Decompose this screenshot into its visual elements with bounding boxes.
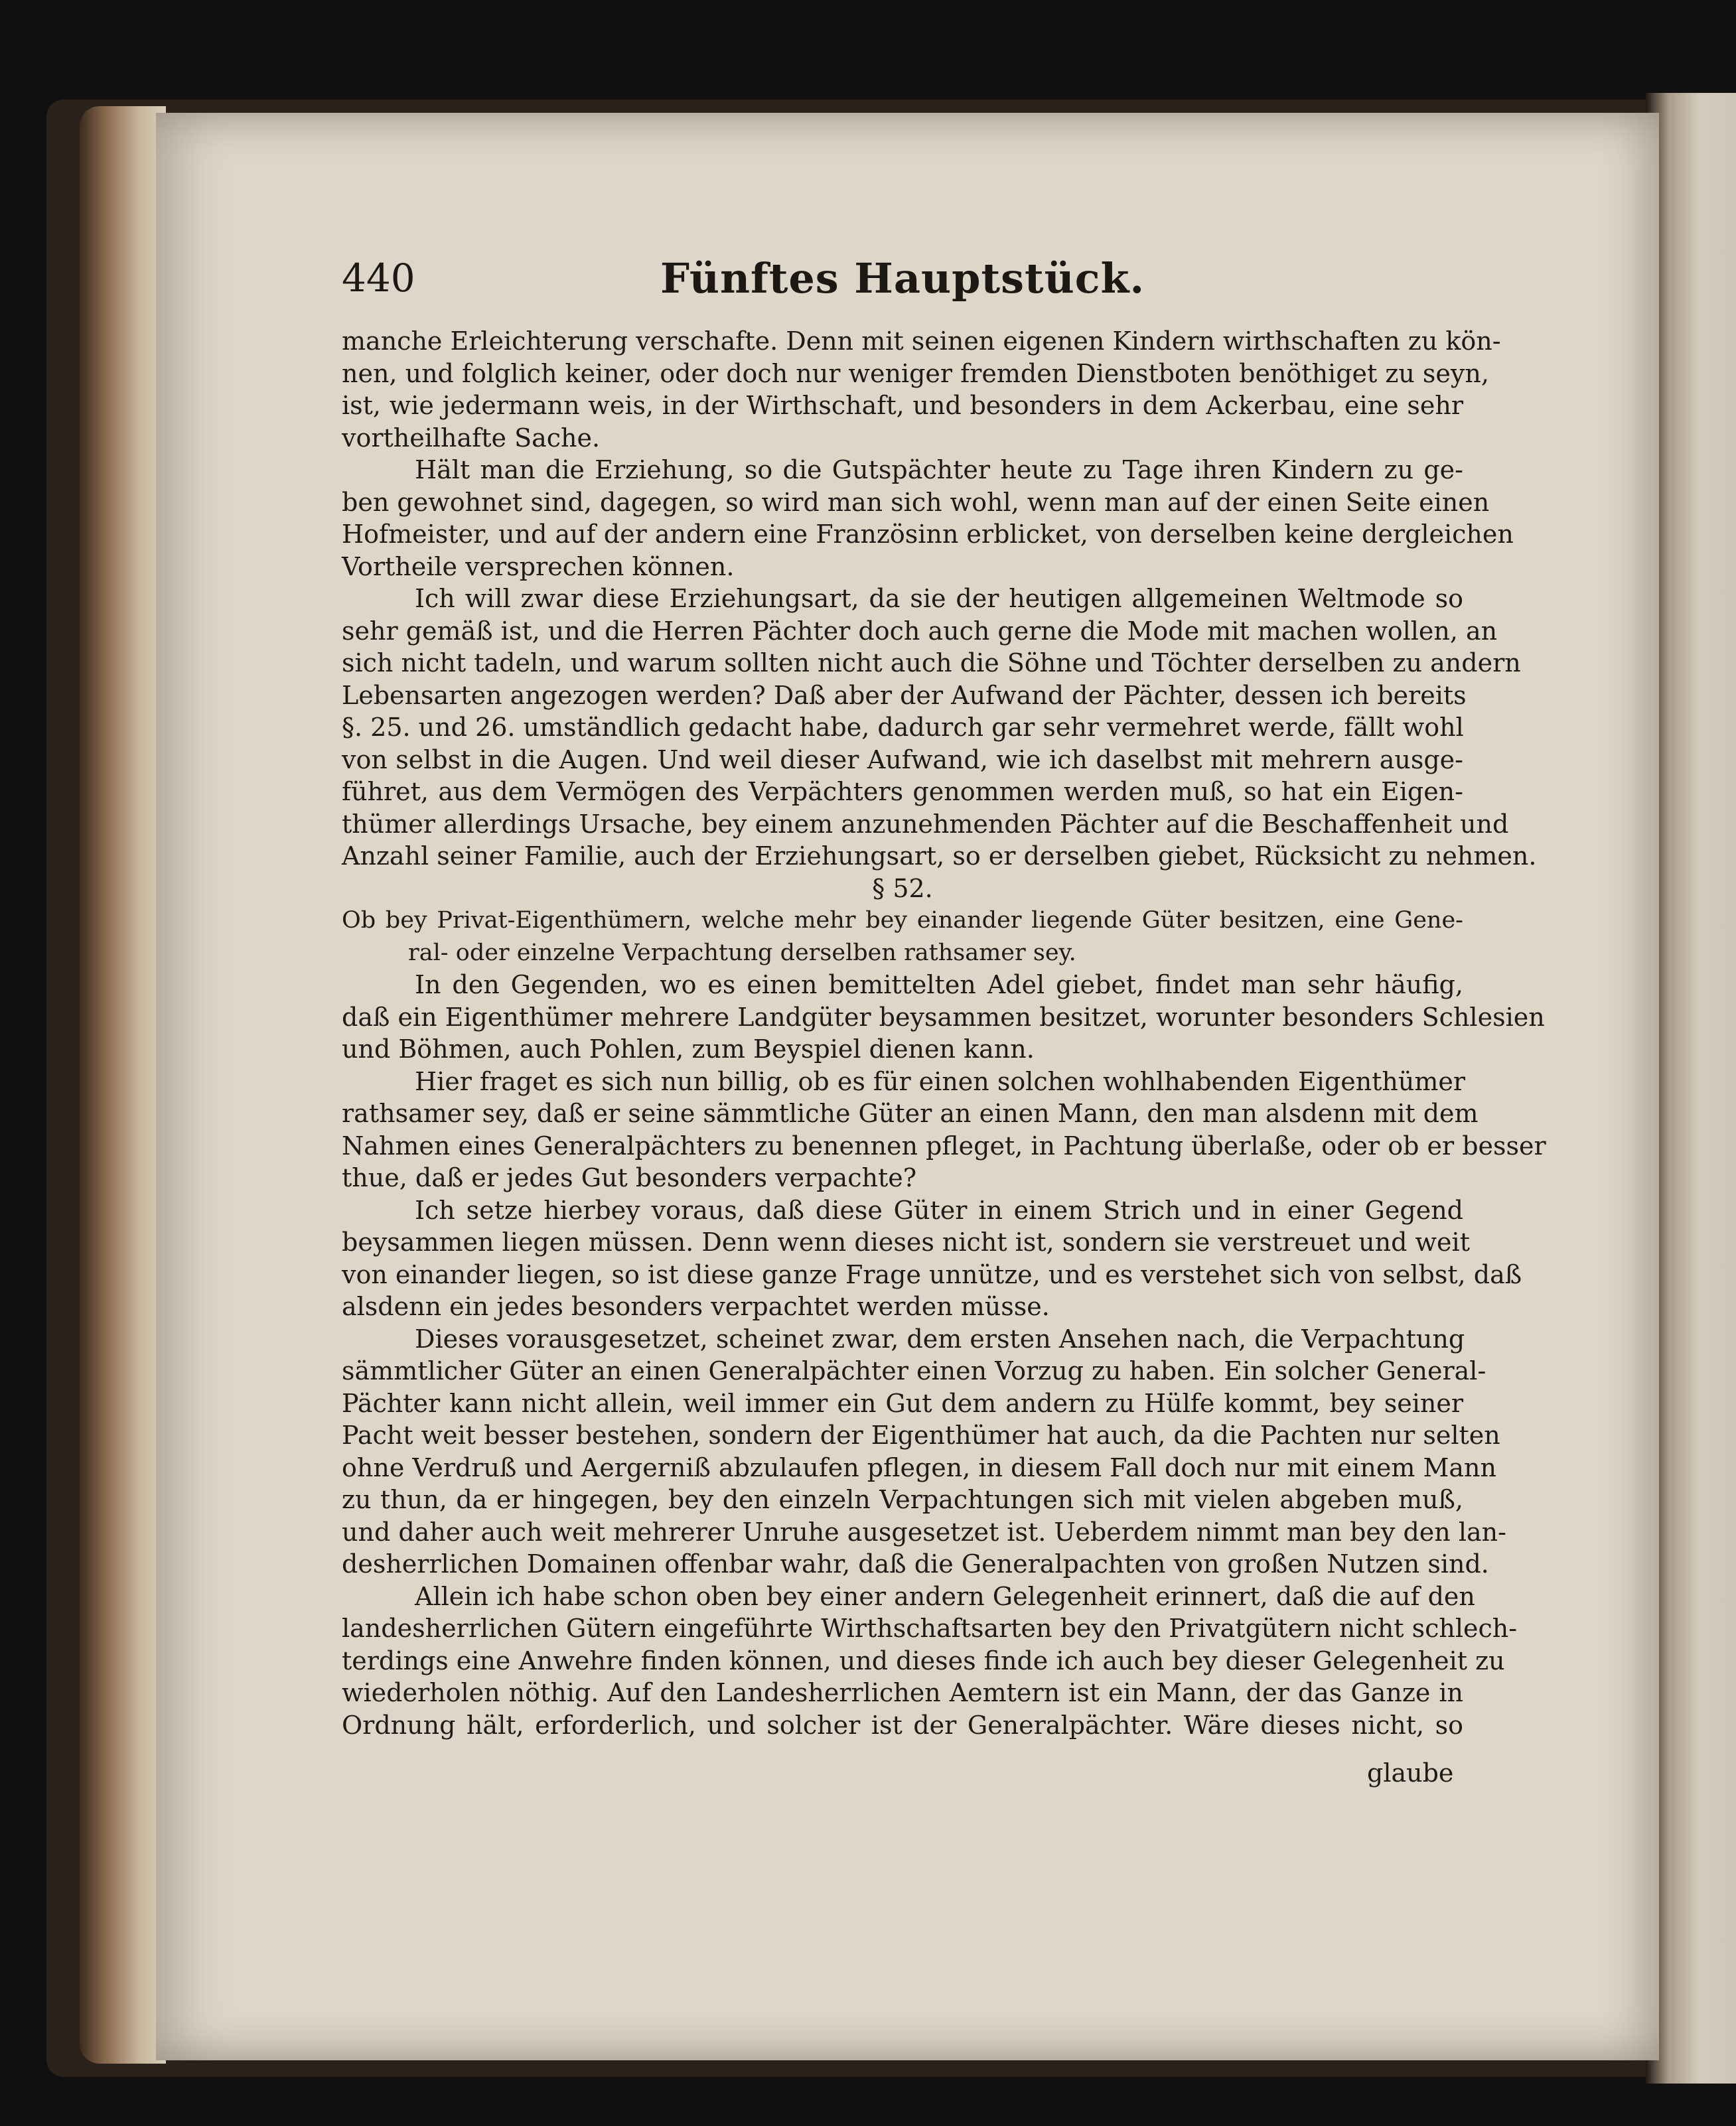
text-line: Hier fraget es sich nun billig, ob es für einen solchen wohlhabenden Eigenthümer bbox=[415, 1066, 1466, 1096]
text-line: thümer allerdings Ursache, bey einem anzunehmenden Pächter auf die Beschaffenheit und bbox=[342, 809, 1509, 839]
running-title: Fünftes Hauptstück. bbox=[660, 254, 1145, 303]
text-line: von selbst in die Augen. Und weil dieser Aufwand, wie ich daselbst mit mehrern ausge- bbox=[342, 744, 1463, 774]
text-line: Pacht weit besser bestehen, sondern der Eigenthümer hat auch, da die Pachten nur selten bbox=[342, 1421, 1500, 1450]
text-line: Dieses vorausgesetzet, scheinet zwar, dem ersten Ansehen nach, die Verpachtung bbox=[415, 1324, 1465, 1354]
text-line: Ich setze hierbey voraus, daß diese Güter in einem Strich und in einer Gegend bbox=[415, 1195, 1463, 1225]
text-line: Pächter kann nicht allein, weil immer ein Gut dem andern zu Hülfe kommt, bey seiner bbox=[342, 1388, 1463, 1418]
text-line: thue, daß er jedes Gut besonders verpachte? bbox=[342, 1163, 917, 1192]
text-line: beysammen liegen müssen. Denn wenn dieses nicht ist, sondern sie verstreuet und weit bbox=[342, 1228, 1470, 1257]
text-line: Hofmeister, und auf der andern eine Französinn erblicket, von derselben keine dergleichen bbox=[342, 520, 1514, 549]
text-line: Ordnung hält, erforderlich, und solcher ist der Generalpächter. Wäre dieses nicht, so bbox=[342, 1710, 1463, 1740]
facing-page-edge bbox=[1646, 93, 1736, 2084]
page-number: 440 bbox=[342, 255, 415, 301]
text-line: desherrlichen Domainen offenbar wahr, daß die Generalpachten von großen Nutzen sind. bbox=[342, 1549, 1489, 1579]
text-line: manche Erleichterung verschafte. Denn mit seinen eigenen Kindern wirthschaften zu kön- bbox=[342, 326, 1501, 356]
text-line: ist, wie jedermann weis, in der Wirthschaft, und besonders in dem Ackerbau, eine sehr bbox=[342, 391, 1463, 420]
text-line: Vortheile versprechen können. bbox=[342, 551, 735, 581]
text-line: Lebensarten angezogen werden? Daß aber der Aufwand der Pächter, dessen ich bereits bbox=[342, 680, 1467, 710]
text-line: Nahmen eines Generalpächters zu benennen pfleget, in Pachtung überlaße, oder ob er besser bbox=[342, 1131, 1546, 1161]
text-line: von einander liegen, so ist diese ganze Frage unnütze, und es verstehet sich von selbst, daß bbox=[342, 1259, 1522, 1289]
section-summary-line: Ob bey Privat-Eigenthümern, welche mehr bey einander liegende Güter besitzen, eine Gene- bbox=[342, 907, 1463, 934]
page-edges bbox=[80, 106, 166, 2064]
text-line: führet, aus dem Vermögen des Verpächters genommen werden muß, so hat ein Eigen- bbox=[342, 777, 1463, 806]
text-line: wiederholen nöthig. Auf den Landesherrlichen Aemtern ist ein Mann, der das Ganze in bbox=[342, 1678, 1463, 1707]
text-line: sich nicht tadeln, und warum sollten nicht auch die Söhne und Töchter derselben zu andern bbox=[342, 648, 1521, 677]
text-line: Allein ich habe schon oben bey einer andern Gelegenheit erinnert, daß die auf den bbox=[415, 1581, 1475, 1611]
text-line: zu thun, da er hingegen, bey den einzeln Verpachtungen sich mit vielen abgeben muß, bbox=[342, 1485, 1463, 1514]
text-line: In den Gegenden, wo es einen bemittelten Adel giebet, findet man sehr häufig, bbox=[415, 970, 1463, 999]
text-line: daß ein Eigenthümer mehrere Landgüter beysammen besitzet, worunter besonders Schlesien bbox=[342, 1002, 1545, 1032]
catchword: glaube bbox=[1367, 1758, 1454, 1788]
text-line: Anzahl seiner Familie, auch der Erziehungsart, so er derselben giebet, Rücksicht zu nehmen. bbox=[342, 841, 1537, 871]
text-line: sehr gemäß ist, und die Herren Pächter doch auch gerne die Mode mit machen wollen, an bbox=[342, 616, 1498, 646]
text-line: nen, und folglich keiner, oder doch nur weniger fremden Dienstboten benöthiget zu seyn, bbox=[342, 358, 1489, 388]
text-line: alsdenn ein jedes besonders verpachtet werden müsse. bbox=[342, 1292, 1050, 1321]
text-line: und Böhmen, auch Pohlen, zum Beyspiel dienen kann. bbox=[342, 1034, 1035, 1064]
text-line: terdings eine Anwehre finden können, und dieses finde ich auch bey dieser Gelegenheit zu bbox=[342, 1646, 1505, 1675]
text-line: ben gewohnet sind, dagegen, so wird man sich wohl, wenn man auf der einen Seite einen bbox=[342, 487, 1490, 517]
text-line: ohne Verdruß und Aergerniß abzulaufen pflegen, in diesem Fall doch nur mit einem Mann bbox=[342, 1453, 1497, 1482]
text-line: sämmtlicher Güter an einen Generalpächter einen Vorzug zu haben. Ein solcher General- bbox=[342, 1356, 1486, 1385]
body-text bbox=[342, 325, 1546, 1741]
text-line: §. 25. und 26. umständlich gedacht habe, dadurch gar sehr vermehret werde, fällt wohl bbox=[342, 713, 1464, 742]
text-line: Ich will zwar diese Erziehungsart, da sie der heutigen allgemeinen Weltmode so bbox=[415, 584, 1463, 613]
section-number: § 52. bbox=[872, 873, 933, 903]
text-line: landesherrlichen Gütern eingeführte Wirthschaftsarten bey den Privatgütern nicht schlech- bbox=[342, 1614, 1518, 1643]
section-summary-line: ral- oder einzelne Verpachtung derselben rathsamer sey. bbox=[408, 939, 1076, 966]
text-line: Hält man die Erziehung, so die Gutspächter heute zu Tage ihren Kindern zu ge- bbox=[415, 455, 1463, 484]
text-line: vortheilhafte Sache. bbox=[342, 423, 601, 453]
text-line: und daher auch weit mehrerer Unruhe ausgesetzet ist. Ueberdem nimmt man bey den lan- bbox=[342, 1517, 1506, 1547]
text-line: rathsamer sey, daß er seine sämmtliche Güter an einen Mann, den man alsdenn mit dem bbox=[342, 1099, 1479, 1128]
page-header bbox=[342, 255, 1463, 315]
